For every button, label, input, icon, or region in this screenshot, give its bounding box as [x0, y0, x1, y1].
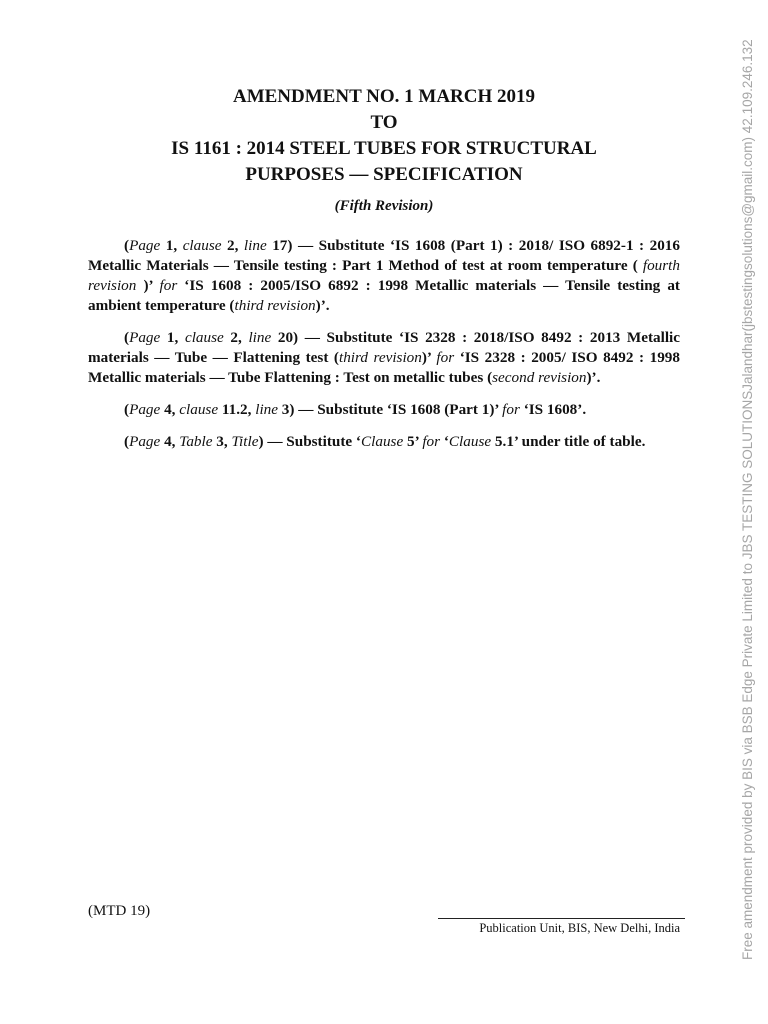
revision-label: (Fifth Revision) — [334, 198, 434, 214]
paragraph-text-segment: )’ — [136, 277, 160, 294]
paragraph-text-segment: third revision — [234, 297, 316, 314]
paragraph-text-segment: ( — [124, 433, 130, 450]
paragraph-text-segment: fourth revision — [88, 257, 680, 294]
paragraph-text-segment: ‘IS 2328 : 2005/ ISO 8492 : 1998 Metallic materials — Tube Flattening : Test on metallic tubes ( — [88, 349, 680, 386]
paragraph-text-segment: )’. — [315, 297, 330, 314]
paragraph-text-segment: 2, — [223, 329, 249, 346]
paragraph-text-segment: ‘IS 1608’. — [519, 401, 587, 418]
title-line-3: IS 1161 : 2014 STEEL TUBES FOR STRUCTURAL — [171, 138, 597, 159]
watermark-text: Free amendment provided by BIS via BSB Edge Private Limited to JBS TESTING SOLUTIONSJalandhar(jbstestingsolutions@gmail.com) 42.109.246.132 — [740, 39, 755, 960]
paragraph-text-segment: Page — [129, 433, 161, 450]
paragraph-text-segment: third revision — [338, 349, 422, 366]
paragraph-text-segment: 17) — Substitute ‘IS 1608 (Part 1) : 2018/ ISO 6892-1 : 2016 Metallic Materials — Tensile testing : Part 1 Method of test at room temperature ( — [88, 237, 680, 274]
paragraph-text-segment: ) — Substitute ‘ — [258, 433, 361, 450]
title-line-1: AMENDMENT NO. 1 MARCH 2019 — [232, 86, 536, 107]
paragraph-text-segment: clause — [184, 329, 224, 346]
paragraph-text-segment: clause — [179, 401, 219, 418]
paragraph-text-segment: ( — [124, 329, 130, 346]
paragraph-text-segment: 1, — [160, 329, 185, 346]
paragraph-text-segment: Title — [231, 433, 259, 450]
paragraph-text-segment: line — [255, 401, 278, 418]
paragraph-text-segment: Clause — [448, 433, 492, 450]
paragraph-text-segment: , — [247, 401, 256, 418]
amendment-title — [88, 84, 680, 188]
paragraph-text-segment: ( — [124, 401, 130, 418]
paragraph-text-segment: line — [243, 237, 267, 254]
title-line-4: PURPOSES — SPECIFICATION — [245, 164, 523, 185]
paragraph-text-segment: Table — [179, 433, 213, 450]
paragraph-text-segment: for — [422, 433, 441, 450]
title-line-2: TO — [370, 112, 398, 133]
amendment-paragraph — [88, 400, 680, 420]
amendment-paragraph — [88, 236, 680, 316]
paragraph-text-segment: 5.1’ under title of table. — [491, 433, 646, 450]
paragraph-text-segment: 3, — [212, 433, 232, 450]
paragraph-text-segment: ( — [124, 237, 130, 254]
paragraph-text-segment: second revision — [492, 369, 587, 386]
paragraph-text-segment: Page — [129, 401, 161, 418]
paragraph-text-segment: Clause — [361, 433, 404, 450]
paragraph-text-segment: 1, — [160, 237, 183, 254]
paragraph-text-segment: clause — [182, 237, 222, 254]
paragraph-text-segment: for — [502, 401, 520, 418]
paragraph-text-segment: )’. — [586, 369, 601, 386]
footer-rule — [438, 918, 685, 919]
amendment-paragraph — [88, 328, 680, 388]
paragraph-text-segment: 5’ — [403, 433, 423, 450]
paragraph-text-segment: Page — [129, 329, 161, 346]
paragraph-text-segment: for — [436, 349, 455, 366]
paragraph-text-segment: line — [248, 329, 272, 346]
paragraph-text-segment: ‘IS 1608 : 2005/ISO 6892 : 1998 Metallic materials — Tensile testing at ambient temperature ( — [88, 277, 680, 314]
paragraph-text-segment: for — [159, 277, 178, 294]
paragraph-text-segment: ‘ — [440, 433, 449, 450]
paragraph-text-segment: Page — [129, 237, 161, 254]
amendment-paragraph — [88, 432, 680, 452]
paragraph-text-segment: 2, — [221, 237, 244, 254]
paragraph-text-segment: 3) — Substitute ‘IS 1608 (Part 1)’ — [278, 401, 503, 418]
paragraph-text-segment: )’ — [421, 349, 437, 366]
amendment-body — [88, 236, 680, 464]
paragraph-text-segment: 20) — Substitute ‘IS 2328 : 2018/ISO 8492 : 2013 Metallic materials — Tube — Flattening test ( — [88, 329, 681, 366]
publisher-line: Publication Unit, BIS, New Delhi, India — [479, 921, 680, 935]
paragraph-text-segment: 4, — [160, 401, 180, 418]
paragraph-text-segment: 11.2 — [218, 401, 248, 418]
paragraph-text-segment: 4, — [160, 433, 180, 450]
committee-code: (MTD 19) — [88, 903, 151, 919]
